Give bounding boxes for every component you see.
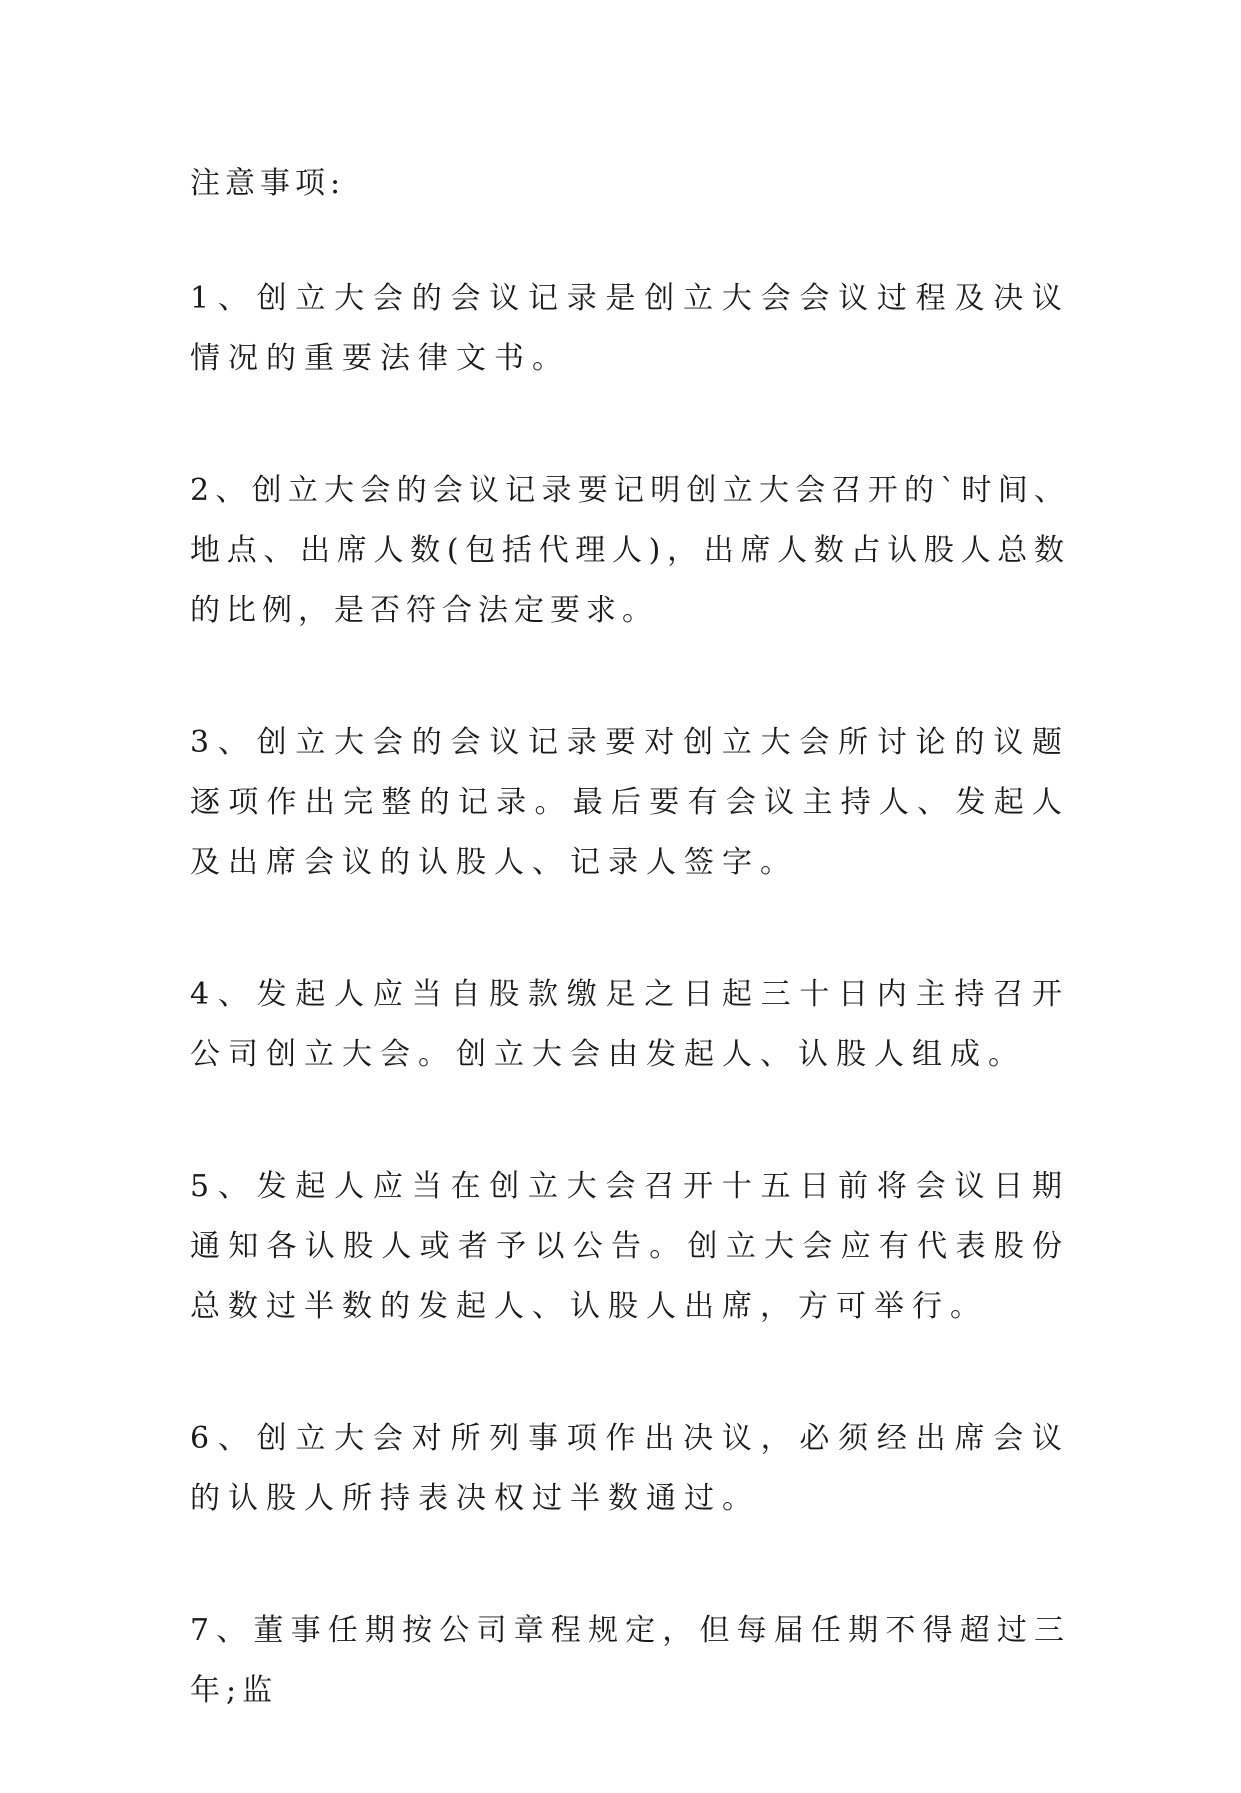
note-item-6: 6、创立大会对所列事项作出决议，必须经出席会议的认股人所持表决权过半数通过。	[190, 1421, 1070, 1516]
note-item-5: 5、发起人应当在创立大会召开十五日前将会议日期通知各认股人或者予以公告。创立大会应有代表股份总数过半数的发起人、认股人出席，方可举行。	[190, 1169, 1070, 1324]
note-item-2: 2、创立大会的会议记录要记明创立大会召开的`时间、地点、出席人数(包括代理人)，出席人数占认股人总数的比例，是否符合法定要求。	[190, 473, 1070, 628]
document-body	[190, 164, 1070, 1793]
note-item-3: 3、创立大会的会议记录要对创立大会所讨论的议题逐项作出完整的记录。最后要有会议主持人、发起人及出席会议的认股人、记录人签字。	[190, 725, 1070, 880]
note-item-7: 7、董事任期按公司章程规定，但每届任期不得超过三年;监	[190, 1613, 1070, 1708]
note-item-1: 1、创立大会的会议记录是创立大会会议过程及决议情况的重要法律文书。	[190, 281, 1070, 376]
notes-heading: 注意事项:	[190, 166, 346, 201]
note-item-4: 4、发起人应当自股款缴足之日起三十日内主持召开公司创立大会。创立大会由发起人、认股人组成。	[190, 977, 1070, 1072]
